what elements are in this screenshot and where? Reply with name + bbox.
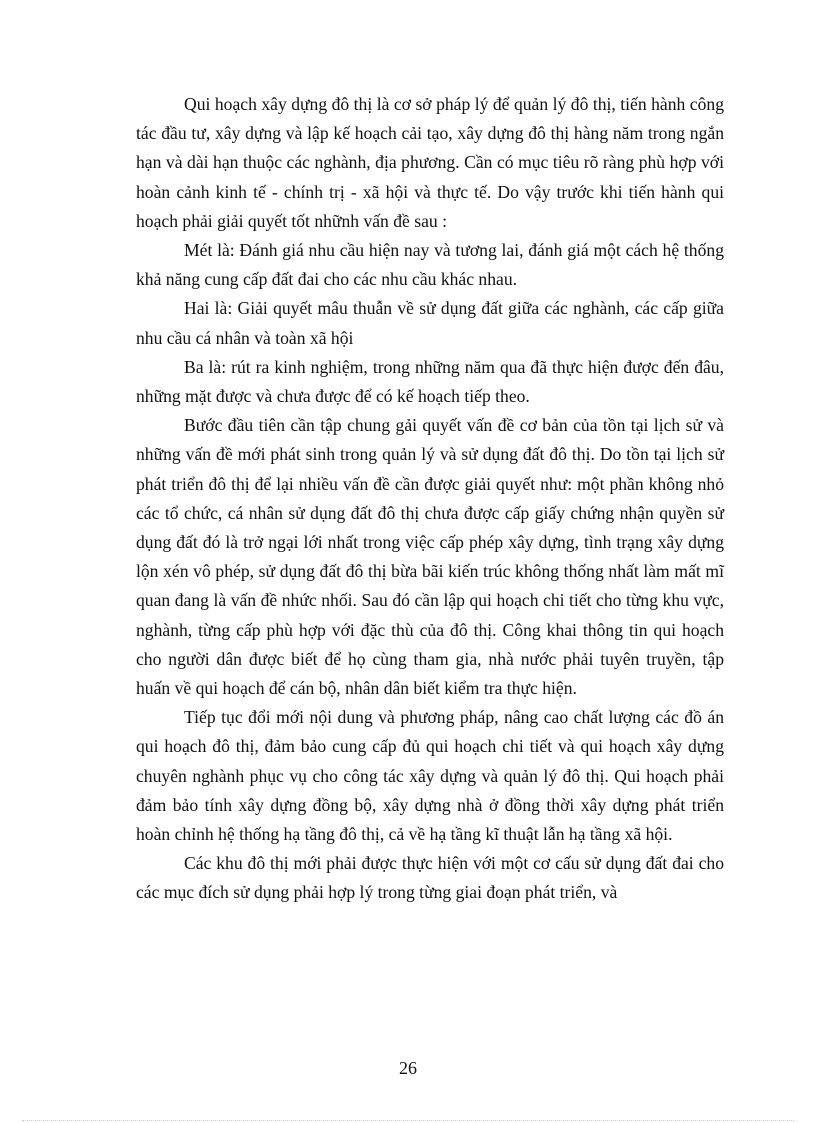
page-bottom-divider <box>22 1120 794 1121</box>
paragraph-continue-reform: Tiếp tục đổi mới nội dung và phương pháp, nâng cao chất lượng các đồ án qui hoạch đô thị, đảm bảo cung cấp đủ qui hoạch chi tiết và qui hoạch xây dựng chuyên nghành phục vụ cho công tác xây dựng và quản lý đô thị. Qui hoạch phải đảm bảo tính xây dựng đồng bộ, xây dựng nhà ở đồng thời xây dựng phát triển hoàn chỉnh hệ thống hạ tầng đô thị, cả về hạ tầng kĩ thuật lẫn hạ tầng xã hội. <box>136 707 724 845</box>
paragraph-first-point: Mét là: Đánh giá nhu cầu hiện nay và tương lai, đánh giá một cách hệ thống khả năng cung cấp đất đai cho các nhu cầu khác nhau. <box>136 240 724 290</box>
paragraph-third-point: Ba là: rút ra kinh nghiệm, trong những năm qua đã thực hiện được đến đâu, những mặt được và chưa được để có kế hoạch tiếp theo. <box>136 356 724 407</box>
body-text <box>136 90 724 908</box>
paragraph-new-urban-areas: Các khu đô thị mới phải được thực hiện với một cơ cấu sử dụng đất đai cho các mục đích sử dụng phải hợp lý trong từng giai đoạn phát triển, và <box>136 853 724 903</box>
page-number: 26 <box>399 1058 417 1078</box>
paragraph-intro: Qui hoạch xây dựng đô thị là cơ sở pháp lý để quản lý đô thị, tiến hành công tác đầu tư, xây dựng và lập kế hoạch cải tạo, xây dựng đô thị hàng năm trong ngắn hạn và dài hạn thuộc các nghành, địa phương. Cần có mục tiêu rõ ràng phù hợp với hoàn cảnh kinh tế - chính trị - xã hội và thực tế. Do vậy trước khi tiến hành qui hoạch phải giải quyết tốt nhữnh vấn đề sau : <box>136 94 724 231</box>
paragraph-first-step: Bước đầu tiên cần tập chung gải quyết vấn đề cơ bản của tồn tại lịch sử và những vấn đề mới phát sinh trong quản lý và sử dụng đất đô thị. Do tồn tại lịch sử phát triển đô thị để lại nhiều vấn đề cần được giải quyết như: một phần không nhỏ các tổ chức, cá nhân sử dụng đất đô thị chưa được cấp giấy chứng nhận quyền sử dụng đất đó là trở ngại lới nhất trong việc cấp phép xây dựng, tình trạng xây dựng lộn xén vô phép, sử dụng đất đô thị bừa bãi kiến trúc không thống nhất làm mất mĩ quan đang là vấn đề nhức nhối. Sau đó cần lập qui hoạch chi tiết cho từng khu vực, nghành, từng cấp phù hợp với đặc thù của đô thị. Công khai thông tin qui hoạch cho người dân được biết để họ cùng tham gia, nhà nước phải tuyên truyền, tập huấn về qui hoạch để cán bộ, nhân dân biết kiểm tra thực hiện. <box>136 415 724 699</box>
paragraph-second-point: Hai là: Giải quyết mâu thuẫn về sử dụng đất giữa các nghành, các cấp giữa nhu cầu cá nhân và toàn xã hội <box>136 298 724 348</box>
